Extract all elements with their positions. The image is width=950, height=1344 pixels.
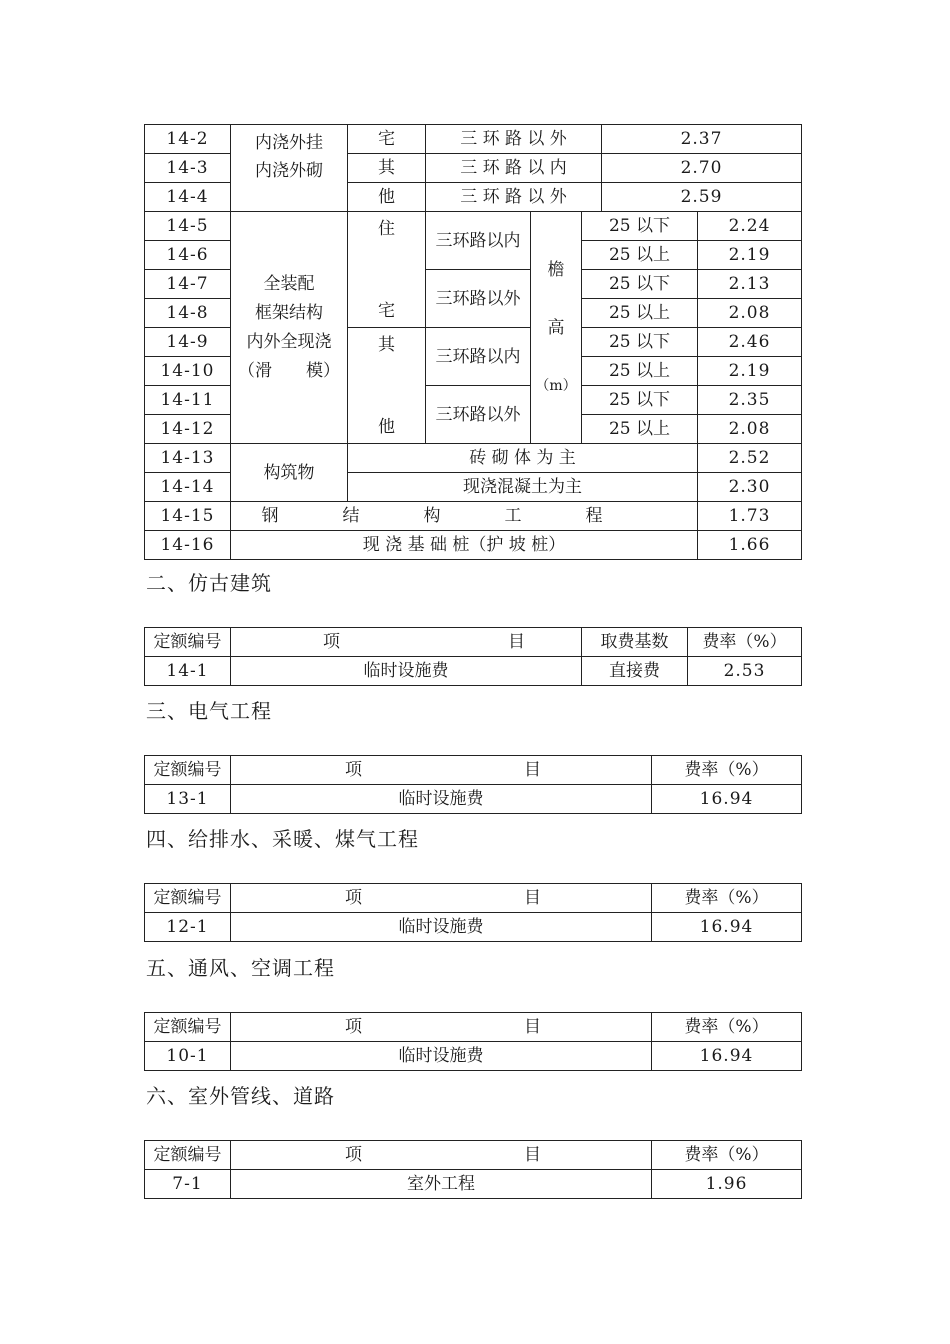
base-header: 取费基数: [582, 628, 688, 657]
area-cell: 三环路以内: [426, 212, 531, 270]
structure-label: 内外全现浇: [246, 331, 332, 352]
code-cell: 14-11: [145, 386, 231, 415]
table-row: [145, 502, 802, 531]
rate-cell: 2.35: [698, 386, 802, 415]
height-cell: 25 以上: [582, 357, 698, 386]
eave-label: 檐: [547, 259, 565, 280]
rate-cell: 2.46: [698, 328, 802, 357]
rate-header: 费率（%）: [652, 884, 802, 913]
residential-cell: [348, 212, 426, 328]
rate-cell: 2.59: [602, 183, 802, 212]
item-header-b: 目: [524, 1017, 541, 1037]
code-cell: 12-1: [145, 913, 231, 942]
rate-cell: 2.13: [698, 270, 802, 299]
height-cell: 25 以上: [582, 241, 698, 270]
item-header-b: 目: [524, 888, 541, 908]
section-heading: 六、室外管线、道路: [146, 1084, 335, 1108]
rate-cell: 16.94: [652, 913, 802, 942]
table-row: [145, 785, 802, 814]
rate-header: 费率（%）: [652, 1141, 802, 1170]
code-cell: 14-13: [145, 444, 231, 473]
frame-label: 内浇外挂: [255, 133, 323, 153]
rate-header: 费率（%）: [652, 756, 802, 785]
item-cell: 室外工程: [231, 1170, 652, 1199]
structure-label: （滑 模）: [238, 360, 340, 381]
item-header-a: 项: [345, 1145, 362, 1165]
code-header: 定额编号: [145, 628, 231, 657]
table-header-row: [145, 884, 802, 913]
code-header: 定额编号: [145, 1013, 231, 1042]
rate-cell: 2.37: [602, 125, 802, 154]
eave-label: 高: [547, 317, 565, 338]
item-cell: 钢结构工程: [231, 502, 698, 531]
height-cell: 25 以下: [582, 212, 698, 241]
area-cell: 三 环 路 以 外: [426, 183, 602, 212]
rate-table-electrical: [144, 755, 802, 814]
code-cell: 14-16: [145, 531, 231, 560]
rate-cell: 2.08: [698, 415, 802, 444]
section-heading: 三、电气工程: [146, 699, 272, 723]
other-cell: [348, 328, 426, 444]
rate-cell: 2.52: [698, 444, 802, 473]
item-header-b: 目: [508, 632, 525, 652]
rate-cell: 2.08: [698, 299, 802, 328]
code-cell: 14-2: [145, 125, 231, 154]
item-header: [231, 756, 652, 785]
item-cell: 临时设施费: [231, 913, 652, 942]
code-header: 定额编号: [145, 756, 231, 785]
area-cell: 三 环 路 以 内: [426, 154, 602, 183]
code-cell: 14-4: [145, 183, 231, 212]
rate-cell: 16.94: [652, 1042, 802, 1071]
code-cell: 14-6: [145, 241, 231, 270]
rate-header: 费率（%）: [688, 628, 802, 657]
code-cell: 14-1: [145, 657, 231, 686]
table-row: [145, 1042, 802, 1071]
rate-cell: 2.19: [698, 357, 802, 386]
height-cell: 25 以上: [582, 415, 698, 444]
item-header-a: 项: [323, 632, 340, 652]
frame-cell: [231, 125, 348, 212]
code-cell: 14-15: [145, 502, 231, 531]
rate-table-antique: [144, 627, 802, 686]
rate-header: 费率（%）: [652, 1013, 802, 1042]
item-header-b: 目: [524, 1145, 541, 1165]
residential-char: 住: [378, 218, 395, 239]
table-row: [145, 125, 802, 154]
table-header-row: [145, 756, 802, 785]
item-cell: 临时设施费: [231, 657, 582, 686]
rate-cell: 1.66: [698, 531, 802, 560]
height-cell: 25 以上: [582, 299, 698, 328]
section-heading: 四、给排水、采暖、煤气工程: [146, 827, 419, 851]
item-cell: 临时设施费: [231, 1042, 652, 1071]
code-cell: 7-1: [145, 1170, 231, 1199]
structure-label: 全装配: [263, 273, 315, 294]
structures-cell: 构筑物: [231, 444, 348, 502]
rate-table-main: [144, 124, 802, 560]
area-cell: 三环路以外: [426, 386, 531, 444]
section-heading: 五、通风、空调工程: [146, 956, 335, 980]
structure-type-cell: [231, 212, 348, 444]
item-cell: 现浇混凝土为主: [348, 473, 698, 502]
item-header-b: 目: [524, 760, 541, 780]
rate-cell: 1.96: [652, 1170, 802, 1199]
code-header: 定额编号: [145, 1141, 231, 1170]
item-header: [231, 628, 582, 657]
section-heading: 二、仿古建筑: [146, 571, 272, 595]
rate-cell: 2.24: [698, 212, 802, 241]
item-header-a: 项: [345, 760, 362, 780]
table-row: [145, 657, 802, 686]
residential-char: 宅: [378, 300, 395, 321]
rate-cell: 2.30: [698, 473, 802, 502]
rate-table-hvac: [144, 1012, 802, 1071]
code-cell: 14-14: [145, 473, 231, 502]
item-header-a: 项: [345, 888, 362, 908]
rate-table-plumbing: [144, 883, 802, 942]
table-row: [145, 913, 802, 942]
rate-cell: 2.19: [698, 241, 802, 270]
table-row: [145, 1170, 802, 1199]
area-cell: 三环路以外: [426, 270, 531, 328]
table-row: [145, 212, 802, 241]
eave-height-cell: [531, 212, 582, 444]
area-cell: 三环路以内: [426, 328, 531, 386]
code-cell: 10-1: [145, 1042, 231, 1071]
item-cell: 现 浇 基 础 桩（护 坡 桩）: [231, 531, 698, 560]
other-char: 他: [378, 416, 395, 437]
item-header: [231, 1013, 652, 1042]
table-header-row: [145, 1013, 802, 1042]
item-header-a: 项: [345, 1017, 362, 1037]
item-header: [231, 1141, 652, 1170]
other-char: 其: [378, 334, 395, 355]
code-cell: 14-10: [145, 357, 231, 386]
code-cell: 14-9: [145, 328, 231, 357]
building-type-cell: 他: [348, 183, 426, 212]
item-cell: 临时设施费: [231, 785, 652, 814]
frame-label: 内浇外砌: [255, 161, 323, 181]
code-cell: 13-1: [145, 785, 231, 814]
item-header: [231, 884, 652, 913]
table-row: [145, 444, 802, 473]
height-cell: 25 以下: [582, 386, 698, 415]
structure-label: 框架结构: [255, 302, 323, 323]
rate-cell: 2.53: [688, 657, 802, 686]
height-cell: 25 以下: [582, 328, 698, 357]
base-cell: 直接费: [582, 657, 688, 686]
code-cell: 14-5: [145, 212, 231, 241]
item-cell: 砖 砌 体 为 主: [348, 444, 698, 473]
table-row: [145, 531, 802, 560]
table-header-row: [145, 1141, 802, 1170]
rate-table-outdoor: [144, 1140, 802, 1199]
rate-cell: 16.94: [652, 785, 802, 814]
code-cell: 14-3: [145, 154, 231, 183]
area-cell: 三 环 路 以 外: [426, 125, 602, 154]
rate-cell: 2.70: [602, 154, 802, 183]
building-type-cell: 宅: [348, 125, 426, 154]
rate-cell: 1.73: [698, 502, 802, 531]
code-cell: 14-8: [145, 299, 231, 328]
eave-unit: （m）: [535, 377, 577, 394]
building-type-cell: 其: [348, 154, 426, 183]
table-header-row: [145, 628, 802, 657]
code-cell: 14-12: [145, 415, 231, 444]
code-header: 定额编号: [145, 884, 231, 913]
height-cell: 25 以下: [582, 270, 698, 299]
code-cell: 14-7: [145, 270, 231, 299]
